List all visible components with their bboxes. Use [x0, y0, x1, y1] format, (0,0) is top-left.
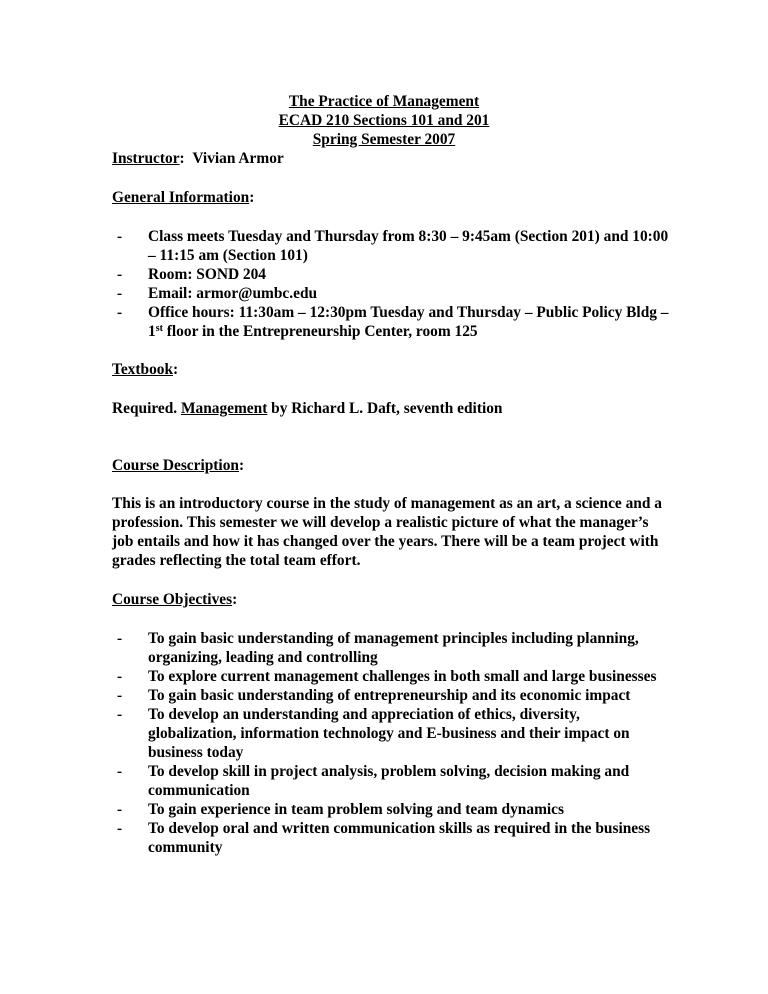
list-item: - To develop skill in project analysis, problem solving, decision making and communication — [117, 763, 630, 799]
list-item: - To explore current management challenges in both small and large businesses — [117, 668, 657, 685]
list-item: - To gain experience in team problem solving and team dynamics — [117, 801, 564, 818]
textbook-line: Required. Management by Richard L. Daft, seventh edition — [112, 400, 503, 417]
list-item: - Email: armor@umbc.edu — [117, 285, 318, 302]
office-hours-item: - Office hours: 11:30am – 12:30pm Tuesday and Thursday – Public Policy Bldg – 1st floor in the Entrepreneurship Center, room 125 — [117, 304, 669, 340]
instructor-name: Vivian Armor — [192, 150, 284, 167]
general-info-heading: General Information: — [112, 189, 255, 206]
document-title: The Practice of Management — [288, 93, 480, 110]
textbook-heading: Textbook: — [112, 361, 179, 378]
general-info-list — [112, 227, 672, 341]
course-code: ECAD 210 Sections 101 and 201 — [278, 112, 490, 129]
document-header — [0, 92, 768, 149]
list-item: - To develop an understanding and appreciation of ethics, diversity, globalization, information technology and E-business and their impact on business today — [117, 706, 630, 761]
description-text: This is an introductory course in the study of management as an art, a science and a profession. This semester we will develop a realistic picture of what the manager’s job entails and how it has changed over the years. There will be a team project with grades reflecting the total team effort. — [112, 495, 662, 569]
textbook-title: Management — [180, 400, 268, 417]
list-item: - To develop oral and written communication skills as required in the business community — [117, 820, 651, 856]
objectives-list — [112, 629, 672, 857]
semester: Spring Semester 2007 — [312, 131, 456, 148]
description-heading: Course Description: — [112, 457, 245, 474]
list-item: - To gain basic understanding of management principles including planning, organizing, leading and controlling — [117, 630, 639, 666]
instructor-line: Instructor: Vivian Armor — [112, 150, 284, 167]
list-item: - Class meets Tuesday and Thursday from 8:30 – 9:45am (Section 201) and 10:00 – 11:15 am (Section 101) — [117, 228, 669, 264]
list-item: - Room: SOND 204 — [117, 266, 266, 283]
objectives-heading: Course Objectives: — [112, 591, 238, 608]
instructor-label: Instructor — [112, 150, 180, 167]
list-item: - To gain basic understanding of entrepreneurship and its economic impact — [117, 687, 631, 704]
